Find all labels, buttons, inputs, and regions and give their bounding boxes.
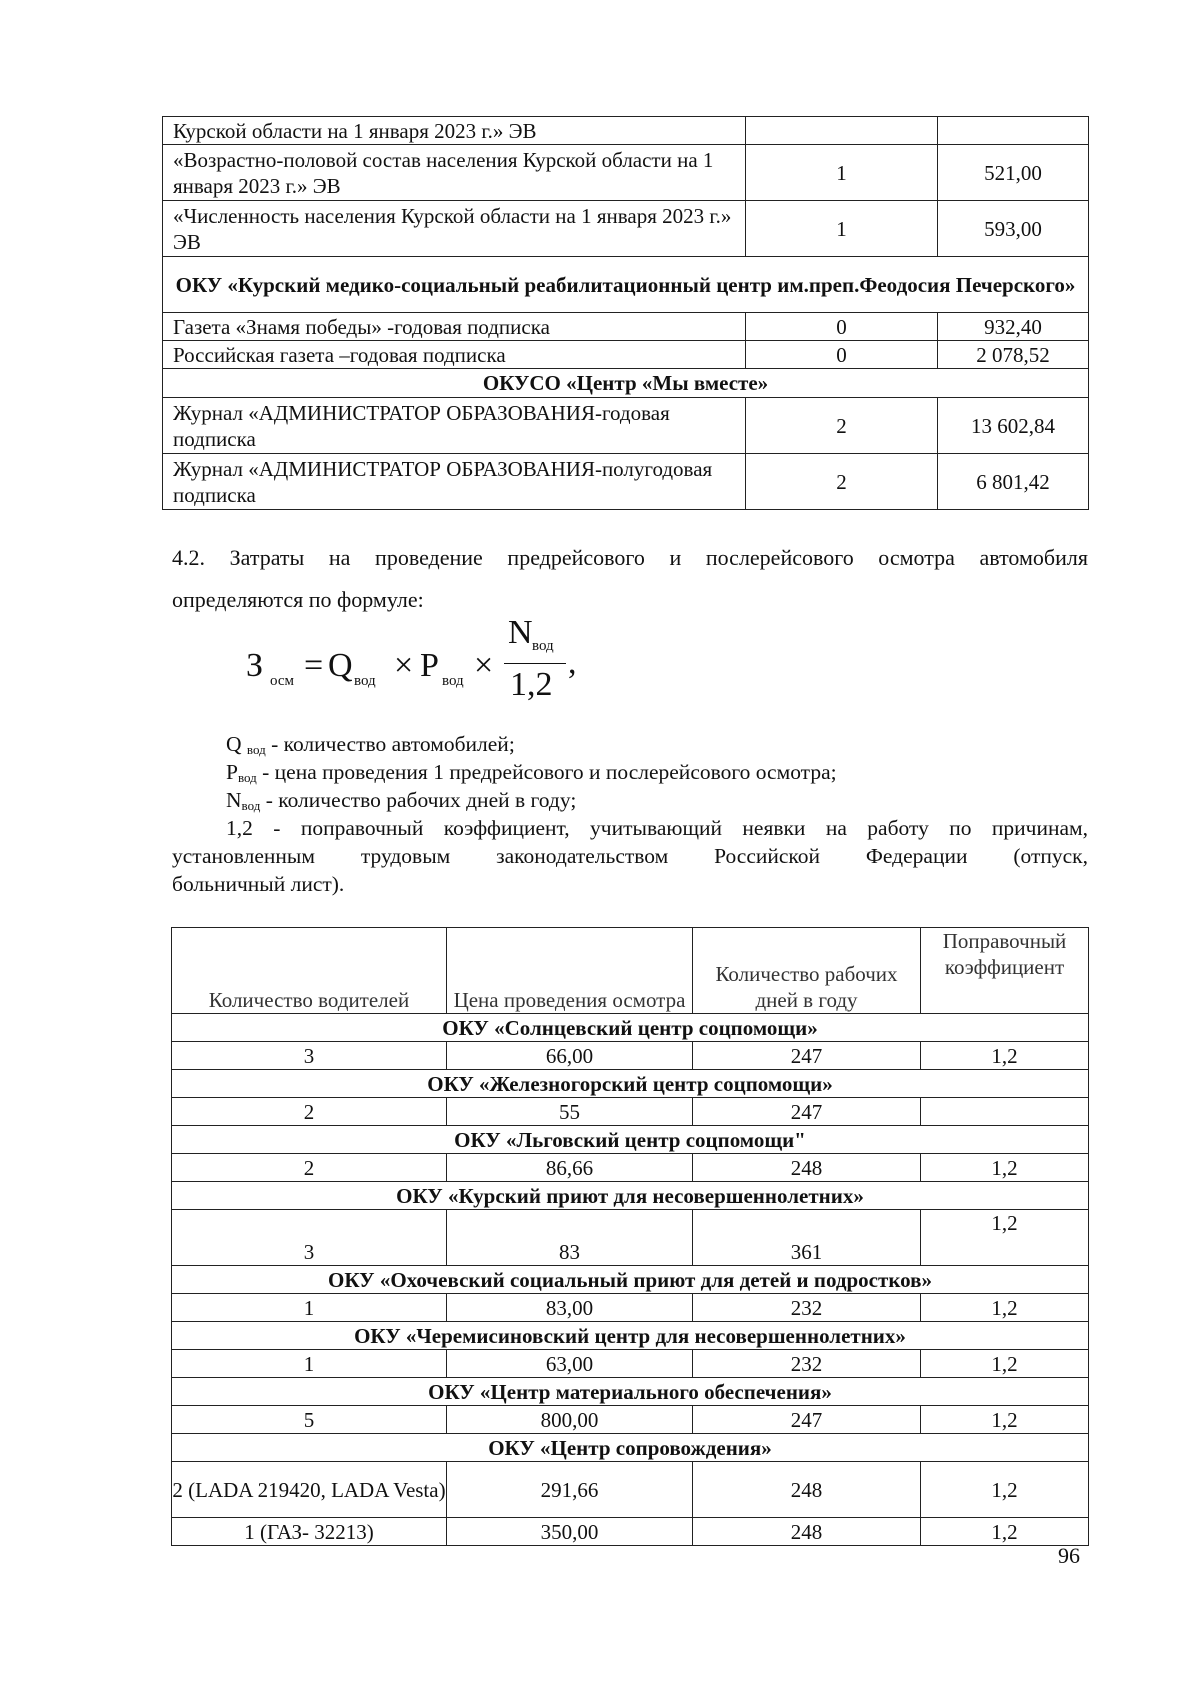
price-cell: 6 801,42	[938, 454, 1089, 510]
coefficient-cell: 1,2	[921, 1210, 1089, 1266]
price-cell: 593,00	[938, 201, 1089, 257]
coefficient-cell: 1,2	[921, 1406, 1089, 1434]
section-row	[172, 1378, 1089, 1406]
price-cell: 83	[447, 1210, 693, 1266]
section-row	[172, 1322, 1089, 1350]
drivers-cell: 3	[172, 1210, 447, 1266]
section-row	[172, 1014, 1089, 1042]
workdays-cell: 247	[693, 1406, 921, 1434]
price-cell: 55	[447, 1098, 693, 1126]
workdays-cell: 232	[693, 1350, 921, 1378]
section-title: ОКУ «Курский приют для несовершеннолетних»	[172, 1182, 1089, 1210]
table-row	[172, 1154, 1089, 1182]
drivers-cell: 1	[172, 1294, 447, 1322]
item-name: «Численность населения Курской области на 1 января 2023 г.» ЭВ	[163, 201, 746, 257]
publications-table	[162, 116, 1089, 510]
workdays-cell: 247	[693, 1042, 921, 1070]
price-cell: 83,00	[447, 1294, 693, 1322]
price-cell: 521,00	[938, 145, 1089, 201]
var-n-line: $N_{вод}$ - количество рабочих дней в году;	[226, 788, 577, 813]
item-name: Журнал «АДМИНИСТРАТОР ОБРАЗОВАНИЯ-полугодовая подписка	[163, 454, 746, 510]
price-cell	[938, 117, 1089, 145]
workdays-cell: 248	[693, 1518, 921, 1546]
formula: З осм = Q вод × P вод × N вод 1,2 ,	[246, 614, 577, 703]
quantity-cell: 1	[746, 145, 938, 201]
item-name: Курской области на 1 января 2023 г.» ЭВ	[163, 117, 746, 145]
table-row	[163, 398, 1089, 454]
price-cell: 932,40	[938, 313, 1089, 341]
item-name: Газета «Знамя победы» -годовая подписка	[163, 313, 746, 341]
table-row	[172, 1350, 1089, 1378]
table-header-row	[172, 928, 1089, 1014]
section-row	[172, 1434, 1089, 1462]
price-cell: 66,00	[447, 1042, 693, 1070]
table-row	[172, 1210, 1089, 1266]
section-title: ОКУ «Охочевский социальный приют для детей и подростков»	[172, 1266, 1089, 1294]
table-row	[163, 313, 1089, 341]
table-row	[163, 454, 1089, 510]
price-cell: 800,00	[447, 1406, 693, 1434]
section-row	[163, 369, 1089, 398]
section-title: ОКУ «Льговский центр соцпомощи"	[172, 1126, 1089, 1154]
section-title: ОКУ «Черемисиновский центр для несовершеннолетних»	[172, 1322, 1089, 1350]
coef-desc-line3: больничный лист).	[172, 872, 345, 896]
workdays-cell: 232	[693, 1294, 921, 1322]
quantity-cell	[746, 117, 938, 145]
table-row	[172, 1462, 1089, 1518]
section-title: ОКУ «Курский медико-социальный реабилитационный центр им.преп.Феодосия Печерского»	[163, 257, 1089, 313]
drivers-cell: 2	[172, 1098, 447, 1126]
item-name: Российская газета –годовая подписка	[163, 341, 746, 369]
workdays-cell: 248	[693, 1462, 921, 1518]
drivers-cell: 3	[172, 1042, 447, 1070]
price-cell: 2 078,52	[938, 341, 1089, 369]
coefficient-cell	[921, 1098, 1089, 1126]
page-number: 96	[1058, 1543, 1080, 1568]
section-4-2-line2: определяются по формуле:	[172, 587, 424, 612]
drivers-cell: 5	[172, 1406, 447, 1434]
header-drivers: Количество водителей	[172, 928, 447, 1014]
table-row	[172, 1518, 1089, 1546]
table-row	[163, 341, 1089, 369]
coefficient-cell: 1,2	[921, 1350, 1089, 1378]
table-row	[172, 1294, 1089, 1322]
quantity-cell: 1	[746, 201, 938, 257]
coefficient-cell: 1,2	[921, 1042, 1089, 1070]
coefficient-cell: 1,2	[921, 1518, 1089, 1546]
header-workdays: Количество рабочих дней в году	[693, 928, 921, 1014]
table-row	[172, 1406, 1089, 1434]
table-row	[172, 1098, 1089, 1126]
price-cell: 291,66	[447, 1462, 693, 1518]
section-title: ОКУ «Центр материального обеспечения»	[172, 1378, 1089, 1406]
section-title: ОКУ «Солнцевский центр соцпомощи»	[172, 1014, 1089, 1042]
workdays-cell: 361	[693, 1210, 921, 1266]
inspection-costs-table	[171, 927, 1089, 1546]
coefficient-cell: 1,2	[921, 1462, 1089, 1518]
section-row	[172, 1266, 1089, 1294]
section-title: ОКУ «Центр сопровождения»	[172, 1434, 1089, 1462]
quantity-cell: 2	[746, 398, 938, 454]
var-q-line: Q $_{вод}$ - количество автомобилей;	[226, 732, 515, 757]
header-price: Цена проведения осмотра	[447, 928, 693, 1014]
item-name: Журнал «АДМИНИСТРАТОР ОБРАЗОВАНИЯ-годовая подписка	[163, 398, 746, 454]
drivers-cell: 2 (LADA 219420, LADA Vesta)	[172, 1462, 447, 1518]
coef-desc-line2: установленным трудовым законодательством Российской Федерации (отпуск,	[172, 844, 1088, 868]
coef-desc-line1: 1,2 - поправочный коэффициент, учитывающий неявки на работу по причинам,	[226, 816, 1088, 840]
section-4-2-line1: 4.2. Затраты на проведение предрейсового и послерейсового осмотра автомобиля	[172, 545, 1088, 570]
header-coefficient: Поправочный коэффициент	[921, 928, 1089, 1014]
section-title: ОКУСО «Центр «Мы вместе»	[163, 369, 1089, 398]
quantity-cell: 0	[746, 341, 938, 369]
table-row	[163, 117, 1089, 145]
section-title: ОКУ «Железногорский центр соцпомощи»	[172, 1070, 1089, 1098]
section-row	[172, 1126, 1089, 1154]
table-row	[163, 145, 1089, 201]
item-name: «Возрастно-половой состав населения Курской области на 1 января 2023 г.» ЭВ	[163, 145, 746, 201]
workdays-cell: 248	[693, 1154, 921, 1182]
fraction-bar	[504, 663, 566, 664]
table-row	[172, 1042, 1089, 1070]
drivers-cell: 1 (ГАЗ- 32213)	[172, 1518, 447, 1546]
coefficient-cell: 1,2	[921, 1294, 1089, 1322]
drivers-cell: 2	[172, 1154, 447, 1182]
drivers-cell: 1	[172, 1350, 447, 1378]
price-cell: 350,00	[447, 1518, 693, 1546]
section-row	[163, 257, 1089, 313]
workdays-cell: 247	[693, 1098, 921, 1126]
section-row	[172, 1182, 1089, 1210]
var-p-line: $P_{вод}$ - цена проведения 1 предрейсового и послерейсового осмотра;	[226, 760, 837, 785]
price-cell: 13 602,84	[938, 398, 1089, 454]
price-cell: 86,66	[447, 1154, 693, 1182]
quantity-cell: 0	[746, 313, 938, 341]
section-row	[172, 1070, 1089, 1098]
table-row	[163, 201, 1089, 257]
price-cell: 63,00	[447, 1350, 693, 1378]
coefficient-cell: 1,2	[921, 1154, 1089, 1182]
quantity-cell: 2	[746, 454, 938, 510]
